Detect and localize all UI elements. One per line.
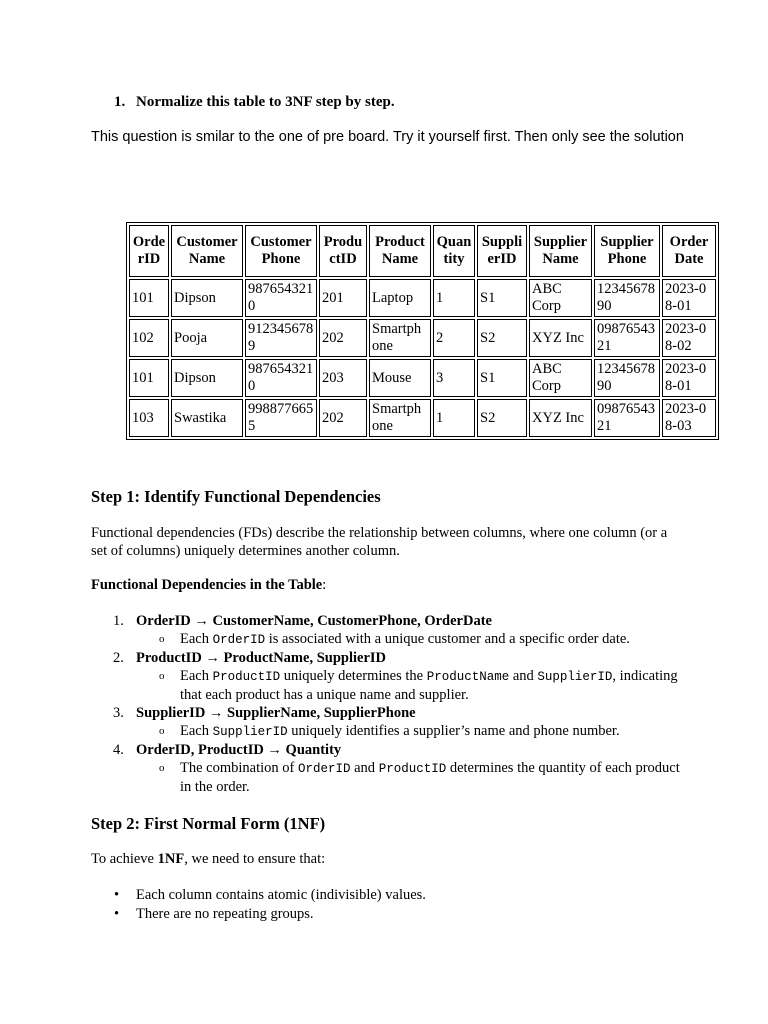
fd-item [91,704,691,722]
code-term: OrderID [297,762,351,776]
fd-item [91,741,691,759]
cell-order-date: 2023-08-03 [662,399,716,437]
fd-item [91,649,691,667]
bullet-icon: • [114,887,120,903]
cell-customer-phone: 9988776655 [245,399,317,437]
cell-supplierid: S1 [477,359,527,397]
cell-supplier-name: ABC Corp [529,279,592,317]
code-term: SupplierID [212,725,288,739]
cell-customer-name: Swastika [171,399,243,437]
col-header-customer-phone: Customer Phone [245,225,317,277]
cell-customer-phone: 9876543210 [245,279,317,317]
code-term: ProductID [378,762,447,776]
step2-bullets [91,886,591,924]
cell-customer-phone: 9876543210 [245,359,317,397]
fd-item-title: OrderID, ProductID → Quantity [136,742,342,758]
cell-orderid: 101 [129,359,169,397]
col-header-orderid: Orde rID [129,225,169,277]
cell-customer-name: Dipson [171,359,243,397]
nf-term: 1NF [157,851,185,867]
question-number: 1. [114,94,126,110]
cell-product-name: Laptop [369,279,431,317]
question-text: Normalize this table to 3NF step by step. [136,94,395,110]
table-row [129,279,716,317]
step2-intro: To achieve 1NF, we need to ensure that: [91,851,326,867]
cell-orderid: 102 [129,319,169,357]
question-title [114,94,395,111]
cell-orderid: 103 [129,399,169,437]
circle-bullet-icon: o [159,670,165,682]
fd-item-title: SupplierID → SupplierName, SupplierPhone [136,705,416,721]
table-row [129,319,716,357]
cell-supplierid: S2 [477,399,527,437]
step1-paragraph: Functional dependencies (FDs) describe the relationship between columns, where one column (or a set of columns) uniquely determines another column. [91,525,668,559]
fd-item-explanation: o Each ProductID uniquely determines the ProductName and SupplierID, indicating that each product has a unique name and supplier. [159,668,678,703]
cell-supplier-name: XYZ Inc [529,399,592,437]
table-row [129,399,716,437]
cell-customer-name: Pooja [171,319,243,357]
cell-product-name: Mouse [369,359,431,397]
fd-heading-colon: : [322,577,327,593]
code-term: SupplierID [537,670,613,684]
fd-item-title: ProductID → ProductName, SupplierID [136,650,386,666]
cell-product-name: Smartphone [369,399,431,437]
cell-quantity: 1 [433,279,475,317]
fd-item [91,612,691,630]
fd-item-number: 1. [113,613,124,629]
cell-product-name: Smartphone [369,319,431,357]
fd-list [91,612,691,796]
cell-productid: 202 [319,399,367,437]
col-header-supplier-phone: Supplier Phone [594,225,660,277]
cell-productid: 201 [319,279,367,317]
list-item: • There are no repeating groups. [114,906,314,922]
fd-heading [91,577,326,594]
cell-supplierid: S1 [477,279,527,317]
cell-quantity: 3 [433,359,475,397]
cell-productid: 202 [319,319,367,357]
step1-heading: Step 1: Identify Functional Dependencies [91,487,381,506]
cell-supplier-phone: 0987654321 [594,399,660,437]
cell-supplier-name: ABC Corp [529,359,592,397]
col-header-product-name: Product Name [369,225,431,277]
col-header-supplier-name: Supplier Name [529,225,592,277]
cell-quantity: 1 [433,399,475,437]
col-header-quantity: Quan tity [433,225,475,277]
cell-supplierid: S2 [477,319,527,357]
step2-heading: Step 2: First Normal Form (1NF) [91,814,326,833]
circle-bullet-icon: o [159,633,165,645]
col-header-supplierid: Suppli erID [477,225,527,277]
col-header-order-date: Order Date [662,225,716,277]
cell-customer-phone: 9123456789 [245,319,317,357]
cell-customer-name: Dipson [171,279,243,317]
circle-bullet-icon: o [159,725,165,737]
fd-item-title: OrderID → CustomerName, CustomerPhone, OrderDate [136,613,492,629]
orders-table [126,222,719,440]
code-term: ProductID [212,670,281,684]
fd-item-number: 3. [113,705,124,721]
cell-order-date: 2023-08-01 [662,279,716,317]
fd-item-explanation: o Each OrderID is associated with a unique customer and a specific order date. [159,631,630,647]
fd-item-number: 2. [113,650,124,666]
fd-heading-text: Functional Dependencies in the Table [91,577,323,593]
cell-orderid: 101 [129,279,169,317]
table-row [129,359,716,397]
table-header-row [129,225,716,277]
fd-item-explanation: o Each SupplierID uniquely identifies a supplier’s name and phone number. [159,723,620,739]
cell-productid: 203 [319,359,367,397]
circle-bullet-icon: o [159,762,165,774]
cell-supplier-phone: 1234567890 [594,359,660,397]
col-header-customer-name: Customer Name [171,225,243,277]
cell-order-date: 2023-08-02 [662,319,716,357]
cell-supplier-phone: 1234567890 [594,279,660,317]
cell-order-date: 2023-08-01 [662,359,716,397]
code-term: ProductName [426,670,510,684]
col-header-productid: Produ ctID [319,225,367,277]
cell-quantity: 2 [433,319,475,357]
fd-item-explanation: o The combination of OrderID and ProductID determines the quantity of each product in the order. [159,760,680,795]
code-term: OrderID [212,633,266,647]
cell-supplier-name: XYZ Inc [529,319,592,357]
cell-supplier-phone: 0987654321 [594,319,660,357]
list-item: • Each column contains atomic (indivisible) values. [114,887,426,903]
bullet-icon: • [114,906,120,922]
fd-item-number: 4. [113,742,124,758]
intro-text: This question is smilar to the one of pre board. Try it yourself first. Then only see the solution [91,129,684,145]
